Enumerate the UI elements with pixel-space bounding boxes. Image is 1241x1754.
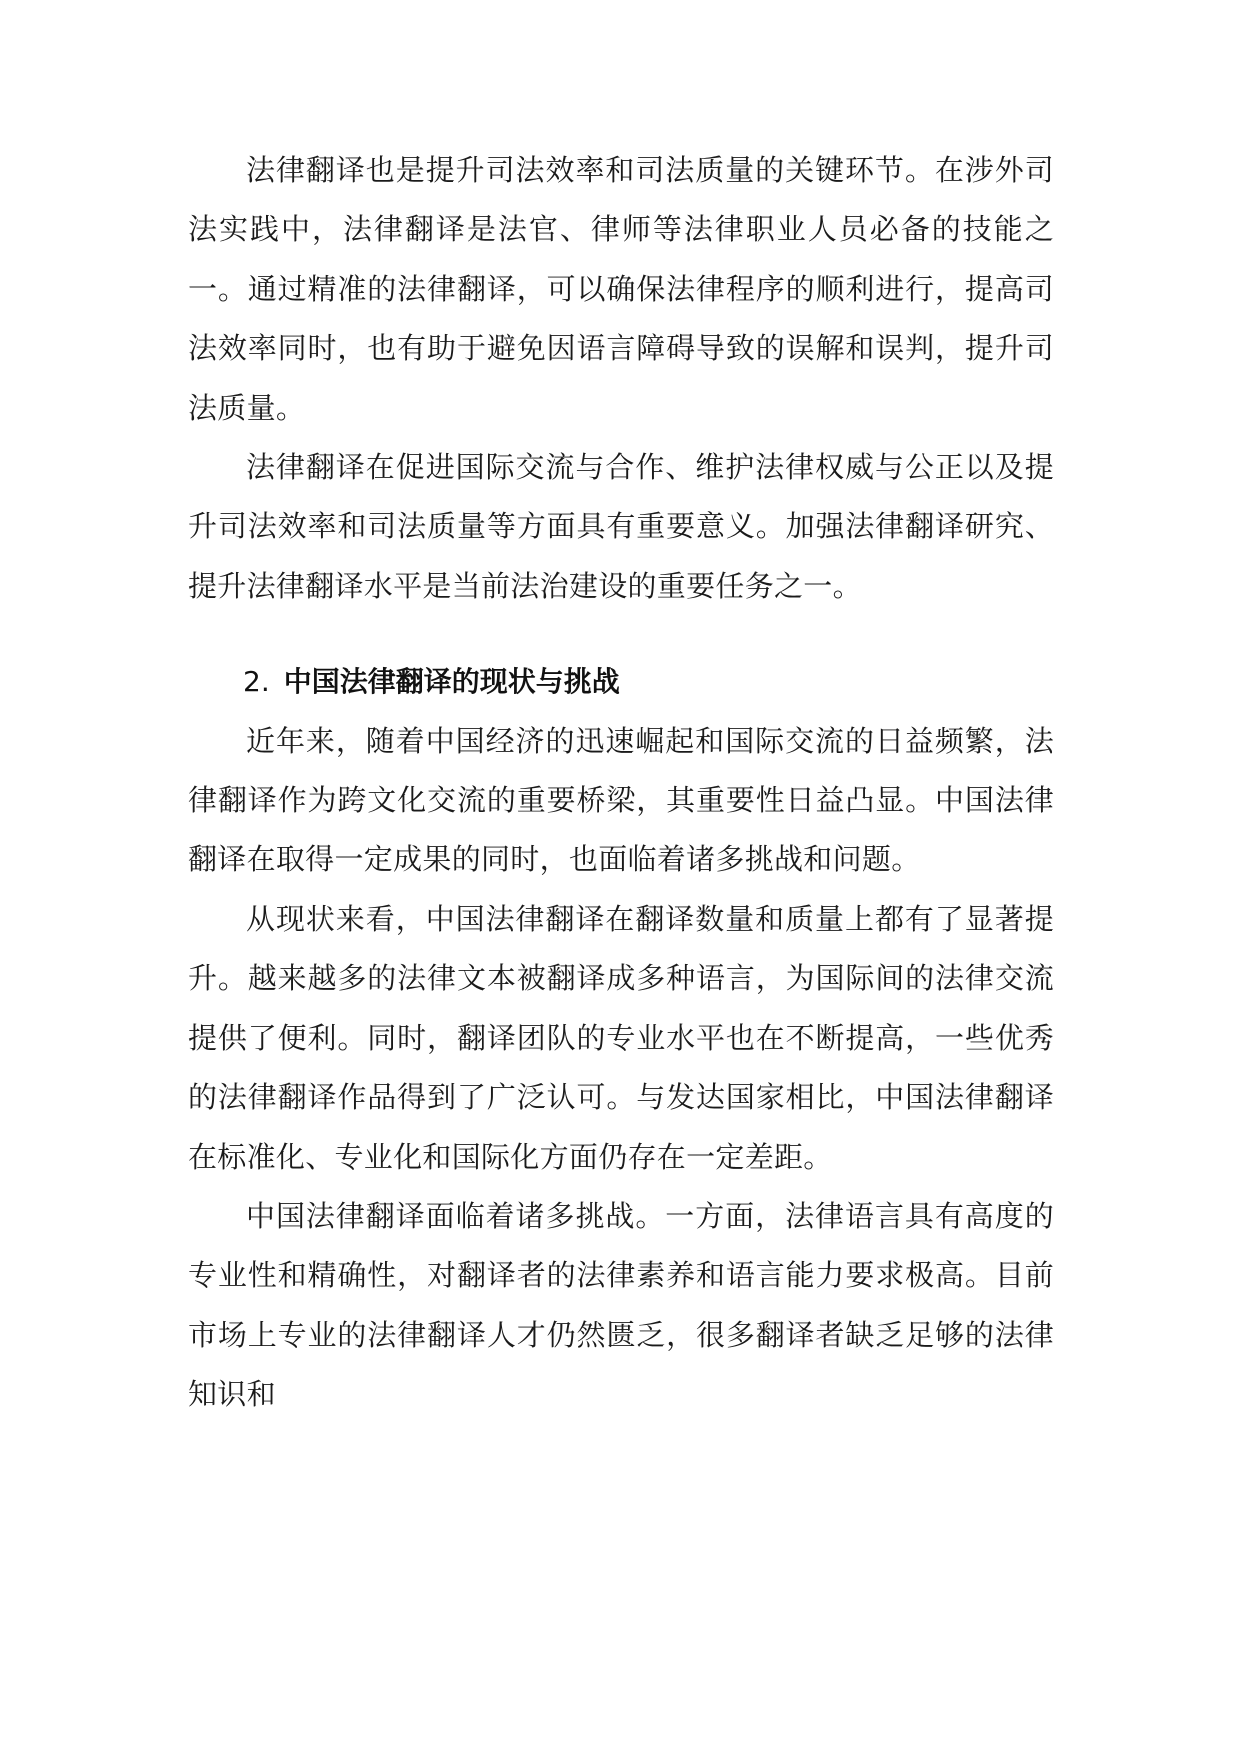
section-number: 2. xyxy=(243,665,270,699)
paragraph-challenges: 中国法律翻译面临着诸多挑战。一方面，法律语言具有高度的专业性和精确性，对翻译者的法律素养和语言能力要求极高。目前市场上专业的法律翻译人才仍然匮乏，很多翻译者缺乏足够的法律知识和 xyxy=(188,1198,1054,1412)
document-body xyxy=(188,141,1054,1425)
section-heading xyxy=(188,652,1054,711)
paragraph-significance-summary: 法律翻译在促进国际交流与合作、维护法律权威与公正以及提升司法效率和司法质量等方面具有重要意义。加强法律翻译研究、提升法律翻译水平是当前法治建设的重要任务之一。 xyxy=(188,450,1054,603)
paragraph-recent-years: 近年来，随着中国经济的迅速崛起和国际交流的日益频繁，法律翻译作为跨文化交流的重要桥梁，其重要性日益凸显。中国法律翻译在取得一定成果的同时，也面临着诸多挑战和问题。 xyxy=(188,723,1054,877)
section-title: 中国法律翻译的现状与挑战 xyxy=(283,665,620,699)
paragraph-current-status: 从现状来看，中国法律翻译在翻译数量和质量上都有了显著提升。越来越多的法律文本被翻译成多种语言，为国际间的法律交流提供了便利。同时，翻译团队的专业水平也在不断提高，一些优秀的法律翻译作品得到了广泛认可。与发达国家相比，中国法律翻译在标准化、专业化和国际化方面仍存在一定差距。 xyxy=(188,901,1054,1174)
paragraph-judicial-efficiency: 法律翻译也是提升司法效率和司法质量的关键环节。在涉外司法实践中，法律翻译是法官、律师等法律职业人员必备的技能之一。通过精准的法律翻译，可以确保法律程序的顺利进行，提高司法效率同时，也有助于避免因语言障碍导致的误解和误判，提升司法质量。 xyxy=(188,153,1054,425)
